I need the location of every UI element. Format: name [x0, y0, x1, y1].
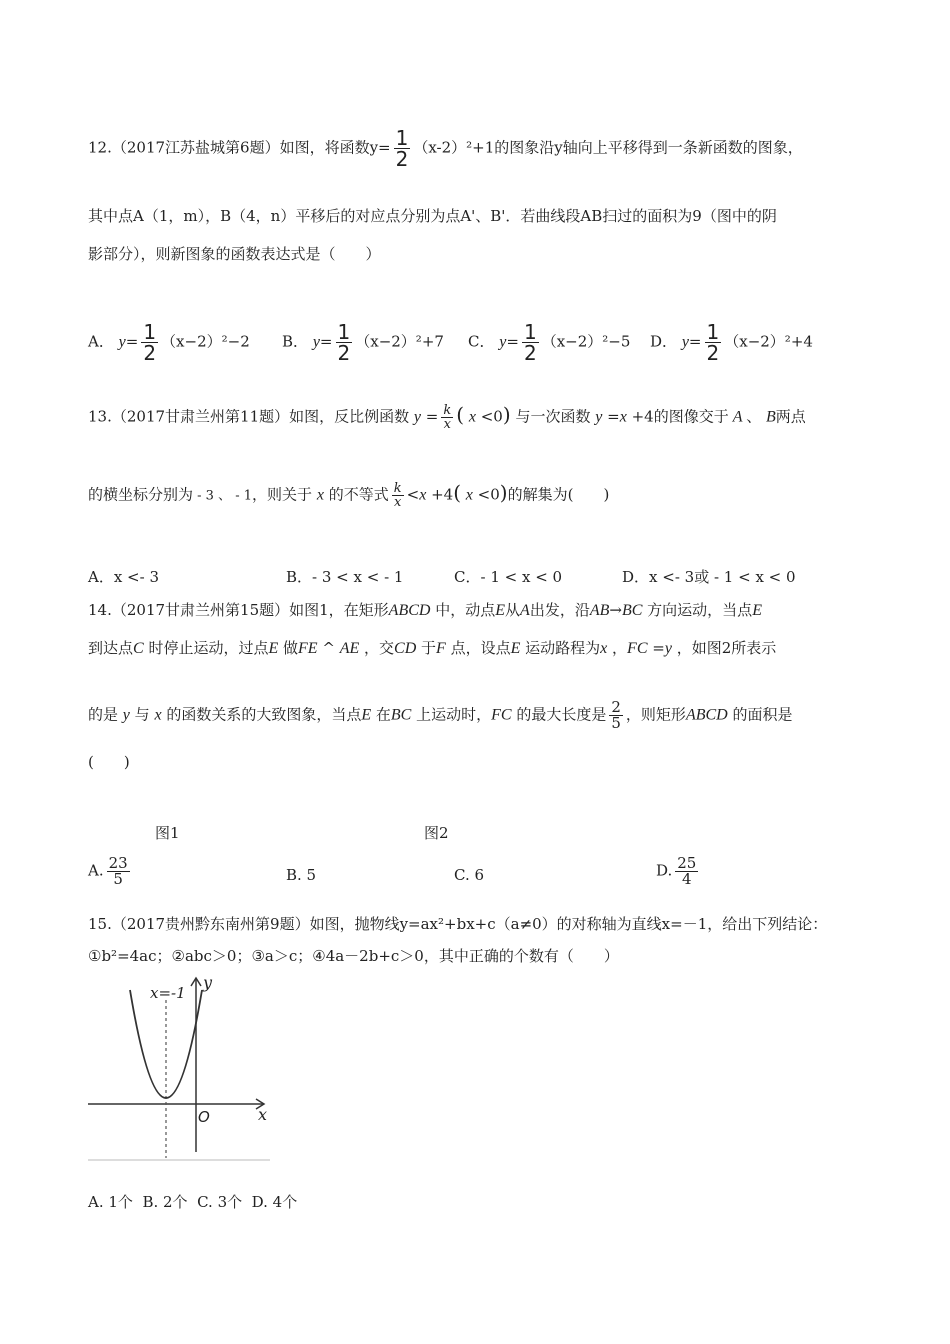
q12-option-b: B． y= $\frac{1}{2}$ （x−2）²+7: [282, 320, 444, 365]
q14-line1: 14.（2017甘肃兰州第15题）如图1，在矩形ABCD 中，动点E从A出发，沿AB→BC 方向运动，当点E: [88, 601, 762, 619]
q14-fig2-caption: 图2: [424, 824, 449, 842]
parabola-graph: [86, 972, 276, 1162]
origin-label: O: [198, 1108, 210, 1126]
axis-of-symmetry-label: x=-1: [150, 984, 186, 1002]
q13-option-c: C．- 1 < x < 0: [454, 568, 563, 586]
q13-option-d: D．x <- 3或 - 1 < x < 0: [622, 568, 796, 586]
q14-line2: 到达点C 时停止运动，过点E 做FE ^ AE ，交CD 于F 点，设点E 运动路程为x ，FC =y ，如图2所表示: [88, 639, 777, 657]
q15-options: A. 1个 B. 2个 C. 3个 D. 4个: [88, 1193, 298, 1211]
q13-line2: 的横坐标分别为 - 3 、 - 1，则关于 x 的不等式 $\frac{k}{x}$ <x +4( x <0)的解集为( ): [88, 480, 610, 510]
q12-line3: 影部分），则新图象的函数表达式是（ ）: [88, 245, 381, 263]
q12-option-a: A． y= $\frac{1}{2}$ （x−2）²−2: [88, 320, 250, 365]
q14-option-a: A. $\frac{23}{5}$: [88, 854, 128, 888]
q14-line3: 的是 y 与 x 的函数关系的大致图象，当点E 在BC 上运动时，FC 的最大长度是 $\frac{2}{5}$ ，则矩形ABCD 的面积是: [88, 698, 793, 732]
q14-line4: ( ): [88, 753, 130, 771]
q15-line1: 15.（2017贵州黔东南州第9题）如图，抛物线y=ax²+bx+c（a≠0）的对称轴为直线x=－1，给出下列结论：: [88, 915, 828, 933]
q13-option-b: B．- 3 < x < - 1: [286, 568, 404, 586]
y-axis-label: y: [203, 973, 213, 992]
q14-fig1-caption: 图1: [155, 824, 180, 842]
q12-fraction: $\frac{1}{2}$: [395, 126, 409, 171]
q12-option-c: C． y= $\frac{1}{2}$ （x−2）²−5: [468, 320, 631, 365]
q15-line2: ①b²=4ac；②abc＞0；③a＞c；④4a－2b+c＞0，其中正确的个数有（ ）: [88, 947, 619, 965]
q12-line1: 12.（2017江苏盐城第6题）如图，将函数y= $\frac{1}{2}$ （x-2）²+1的图象沿y轴向上平移得到一条新函数的图象，: [88, 126, 803, 171]
q13-option-a: A．x <- 3: [88, 568, 160, 586]
q13-line1: 13.（2017甘肃兰州第11题）如图，反比例函数 y = $\frac{k}{x}$ ( x <0) 与一次函数 y =x +4的图像交于 A 、 B两点: [88, 402, 806, 432]
x-axis-label: x: [258, 1105, 268, 1124]
q12-option-d: D． y= $\frac{1}{2}$ （x−2）²+4: [650, 320, 813, 365]
q14-option-b: B. 5: [286, 866, 317, 884]
q14-option-d: D. $\frac{25}{4}$: [656, 854, 697, 888]
q14-option-c: C. 6: [454, 866, 485, 884]
q12-line2: 其中点A（1，m），B（4，n）平移后的对应点分别为点A'、B'．若曲线段AB扫过的面积为9（图中的阴: [88, 207, 777, 225]
